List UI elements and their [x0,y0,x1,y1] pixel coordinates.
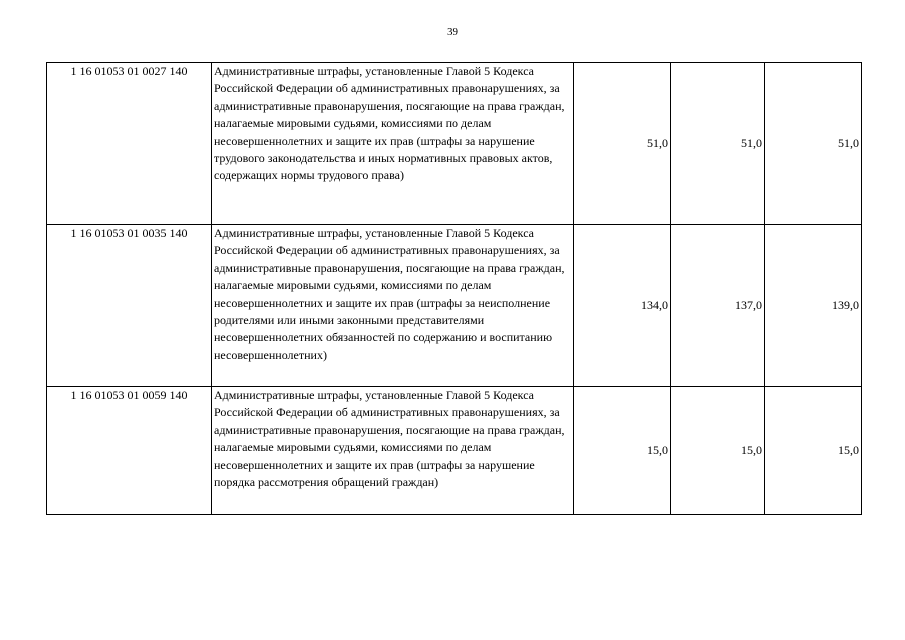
table-row [47,225,862,387]
budget-code-cell: 1 16 01053 01 0059 140 [47,387,212,515]
description-cell: Административные штрафы, установленные Главой 5 Кодекса Российской Федерации об административных правонарушениях, за административные правонарушения, посягающие на права граждан, налагаемые мировыми судьями, комиссиями по делам несовершеннолетних и защите их прав (штрафы за неисполнение родителями или иными законными представителями несовершеннолетних обязанностей по содержанию и воспитанию несовершеннолетних) [212,225,574,387]
value-cell-year-3: 15,0 [765,387,862,515]
value-cell-year-1: 51,0 [574,63,671,225]
table-row [47,63,862,225]
value-cell-year-3: 51,0 [765,63,862,225]
budget-code-cell: 1 16 01053 01 0027 140 [47,63,212,225]
value-cell-year-3: 139,0 [765,225,862,387]
description-cell: Административные штрафы, установленные Главой 5 Кодекса Российской Федерации об административных правонарушениях, за административные правонарушения, посягающие на права граждан, налагаемые мировыми судьями, комиссиями по делам несовершеннолетних и защите их прав (штрафы за нарушение трудового законодательства и иных нормативных правовых актов, содержащих нормы трудового права) [212,63,574,225]
budget-code-cell: 1 16 01053 01 0035 140 [47,225,212,387]
page-number: 39 [447,26,458,38]
description-cell: Административные штрафы, установленные Главой 5 Кодекса Российской Федерации об административных правонарушениях, за административные правонарушения, посягающие на права граждан, налагаемые мировыми судьями, комиссиями по делам несовершеннолетних и защите их прав (штрафы за нарушение порядка рассмотрения обращений граждан) [212,387,574,515]
value-cell-year-2: 137,0 [671,225,765,387]
table-row [47,387,862,515]
value-cell-year-2: 15,0 [671,387,765,515]
value-cell-year-1: 15,0 [574,387,671,515]
revenue-table [46,62,862,515]
value-cell-year-1: 134,0 [574,225,671,387]
value-cell-year-2: 51,0 [671,63,765,225]
